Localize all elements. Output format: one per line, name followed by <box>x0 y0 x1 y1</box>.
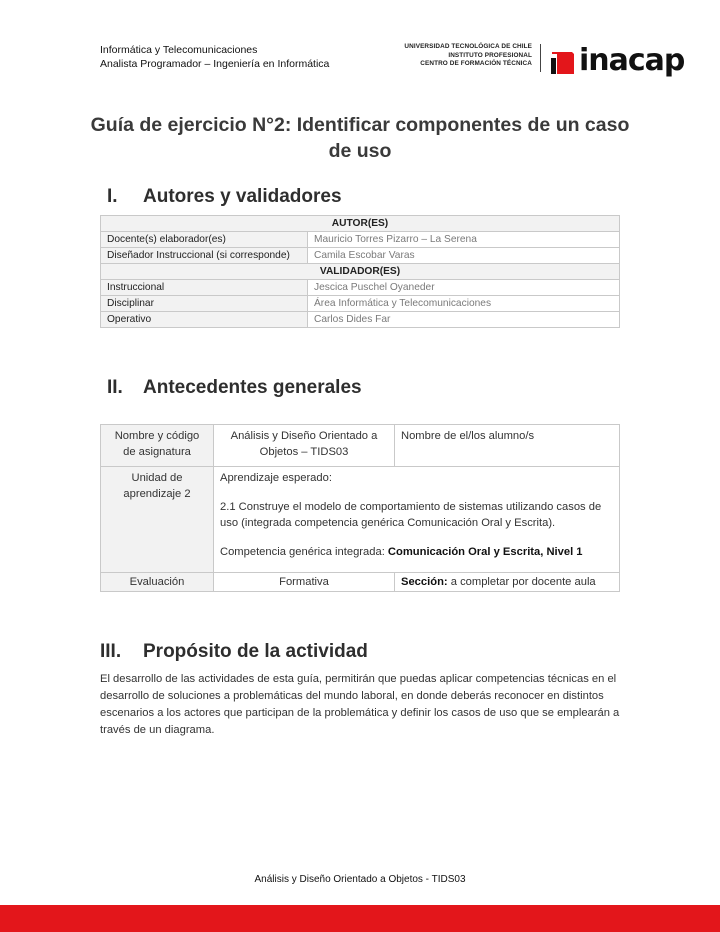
section-field-label: Sección: <box>401 576 448 588</box>
authors-header: AUTOR(ES) <box>101 216 620 232</box>
row-label: Docente(s) elaborador(es) <box>101 232 308 248</box>
subject-label: Nombre y código de asignatura <box>101 425 214 467</box>
competence-prefix: Competencia genérica integrada: <box>220 546 388 558</box>
section-heading-purpose <box>100 641 368 663</box>
footer-red-bar <box>0 905 720 932</box>
purpose-paragraph: El desarrollo de las actividades de esta guía, permitirán que puedas aplicar competencias técnicas en el desarrollo de soluciones a problemáticas del mundo laboral, en donde deberás reconocer en distintos escenarios a los actores que participan de la problemática y definir los casos de uso que se emplearán a través de un diagrama. <box>100 673 620 736</box>
table-row <box>101 280 620 296</box>
competence-value: Comunicación Oral y Escrita, Nivel 1 <box>387 546 583 558</box>
header-program-info <box>100 43 329 71</box>
row-value: Área Informática y Telecomunicaciones <box>308 296 620 312</box>
evaluation-label: Evaluación <box>101 573 214 592</box>
title-line-2: de uso <box>328 140 392 162</box>
section-number: III. <box>100 641 122 662</box>
header-career: Analista Programador – Ingeniería en Informática <box>100 58 330 70</box>
table-row <box>101 248 620 264</box>
section-title: Autores y validadores <box>143 186 342 207</box>
row-value: Jescica Puschel Oyaneder <box>308 280 620 296</box>
row-label: Operativo <box>101 312 308 328</box>
authors-table <box>100 215 620 328</box>
row-value: Mauricio Torres Pizarro – La Serena <box>308 232 620 248</box>
section-heading-background <box>107 377 362 399</box>
title-line-1: Guía de ejercicio N°2: Identificar componentes de un caso <box>90 114 630 136</box>
row-label: Disciplinar <box>101 296 308 312</box>
generic-competence <box>220 544 613 560</box>
table-row <box>101 312 620 328</box>
row-value: Carlos Dides Far <box>308 312 620 328</box>
table-row <box>101 425 620 467</box>
section-number: II. <box>107 377 123 398</box>
expected-learning-label: Aprendizaje esperado: <box>220 472 332 484</box>
section-number: I. <box>107 186 118 207</box>
table-row <box>101 573 620 592</box>
section-field <box>395 573 620 592</box>
institution-line-3: CENTRO DE FORMACIÓN TÉCNICA <box>420 60 532 68</box>
expected-learning-detail: 2.1 Construye el modelo de comportamiento de sistemas utilizando casos de uso (integrada competencia genérica Comunicación Oral y Escrita). <box>220 501 602 529</box>
document-title <box>90 112 630 164</box>
table-row <box>101 467 620 573</box>
institution-line-2: INSTITUTO PROFESIONAL <box>448 51 532 59</box>
students-label: Nombre de el/los alumno/s <box>395 425 620 467</box>
institution-line-1: UNIVERSIDAD TECNOLÓGICA DE CHILE <box>404 43 532 50</box>
inacap-logo <box>550 43 684 79</box>
inacap-logo-text: inacap <box>579 43 685 78</box>
unit-label: Unidad de aprendizaje 2 <box>101 467 214 573</box>
subject-value: Análisis y Diseño Orientado a Objetos – TIDS03 <box>214 425 395 467</box>
header-area: Informática y Telecomunicaciones <box>100 44 258 56</box>
header-divider <box>540 44 541 72</box>
background-table <box>100 424 620 592</box>
evaluation-type: Formativa <box>214 573 395 592</box>
inacap-logo-mark-icon <box>550 46 576 76</box>
header-institution <box>396 43 532 69</box>
row-value: Camila Escobar Varas <box>308 248 620 264</box>
learning-cell <box>214 467 620 573</box>
row-label: Diseñador Instruccional (si corresponde) <box>101 248 308 264</box>
section-title: Propósito de la actividad <box>143 641 368 662</box>
validators-header: VALIDADOR(ES) <box>101 264 620 280</box>
section-title: Antecedentes generales <box>143 377 362 398</box>
row-label: Instruccional <box>101 280 308 296</box>
table-row <box>101 232 620 248</box>
footer-course-name: Análisis y Diseño Orientado a Objetos - TIDS03 <box>254 874 466 885</box>
table-row <box>101 296 620 312</box>
section-field-value: a completar por docente aula <box>447 576 596 588</box>
section-heading-authors <box>107 186 342 208</box>
